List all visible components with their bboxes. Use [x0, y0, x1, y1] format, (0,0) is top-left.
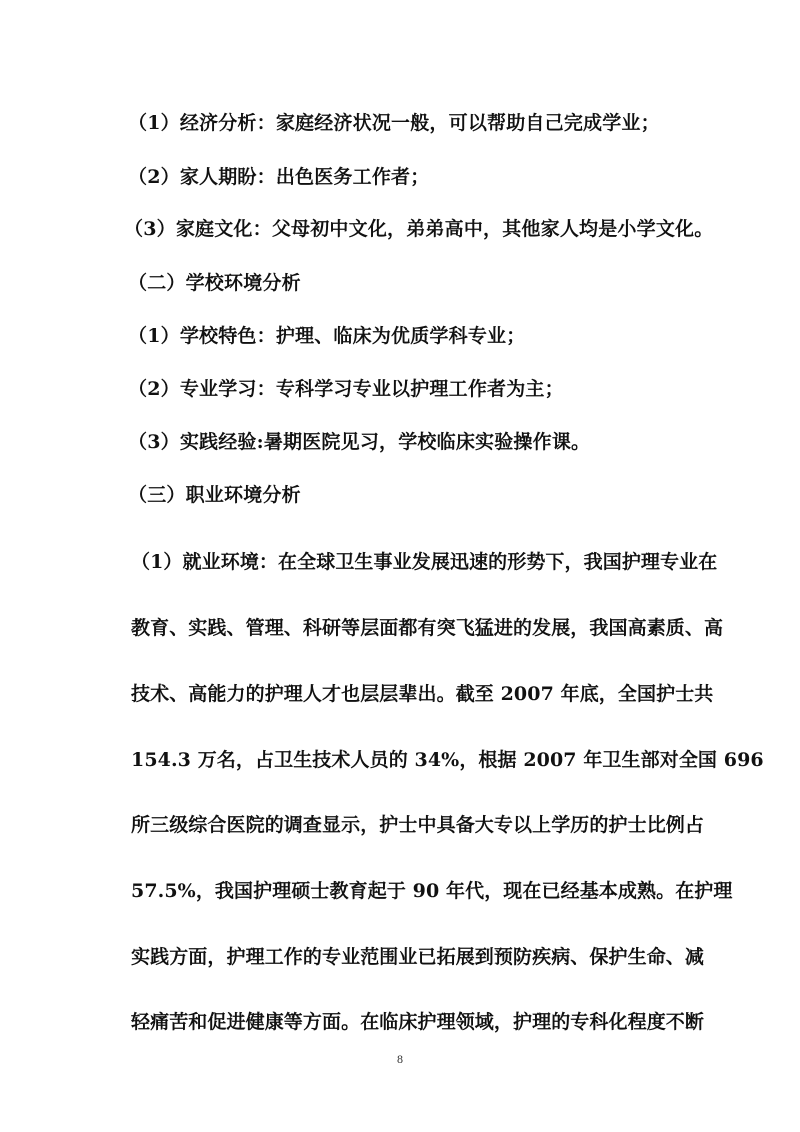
line-professional-study: （2）专业学习：专科学习专业以护理工作者为主；	[128, 378, 564, 400]
paragraph-line: 所三级综合医院的调查显示，护士中具备大专以上学历的护士比例占	[131, 814, 705, 836]
paragraph-line: 轻痛苦和促进健康等方面。在临床护理领域，护理的专科化程度不断	[131, 1011, 705, 1033]
line-practical-experience: （3）实践经验:暑期医院见习，学校临床实验操作课。	[128, 431, 591, 453]
page-number: 8	[397, 1052, 403, 1066]
paragraph-line: 技术、高能力的护理人才也层层辈出。截至 2007 年底，全国护士共	[131, 683, 714, 705]
paragraph-line: （1）就业环境：在全球卫生事业发展迅速的形势下，我国护理专业在	[131, 551, 718, 573]
line-school-features: （1）学校特色：护理、临床为优质学科专业；	[128, 325, 526, 347]
paragraph-line: 实践方面，护理工作的专业范围业已拓展到预防疾病、保护生命、减	[131, 946, 705, 968]
heading-career-environment: （三）职业环境分析	[128, 484, 301, 506]
paragraph-line: 教育、实践、管理、科研等层面都有突飞猛进的发展，我国高素质、高	[131, 617, 724, 639]
line-economic-analysis: （1）经济分析：家庭经济状况一般，可以帮助自己完成学业；	[128, 112, 660, 134]
line-family-expectation: （2）家人期盼：出色医务工作者；	[128, 166, 430, 188]
paragraph-line: 154.3 万名，占卫生技术人员的 34%，根据 2007 年卫生部对全国 696	[131, 749, 764, 771]
heading-school-environment: （二）学校环境分析	[128, 272, 301, 294]
paragraph-line: 57.5%，我国护理硕士教育起于 90 年代，现在已经基本成熟。在护理	[131, 880, 733, 902]
line-family-culture: （3）家庭文化：父母初中文化，弟弟高中，其他家人均是小学文化。	[124, 218, 714, 240]
